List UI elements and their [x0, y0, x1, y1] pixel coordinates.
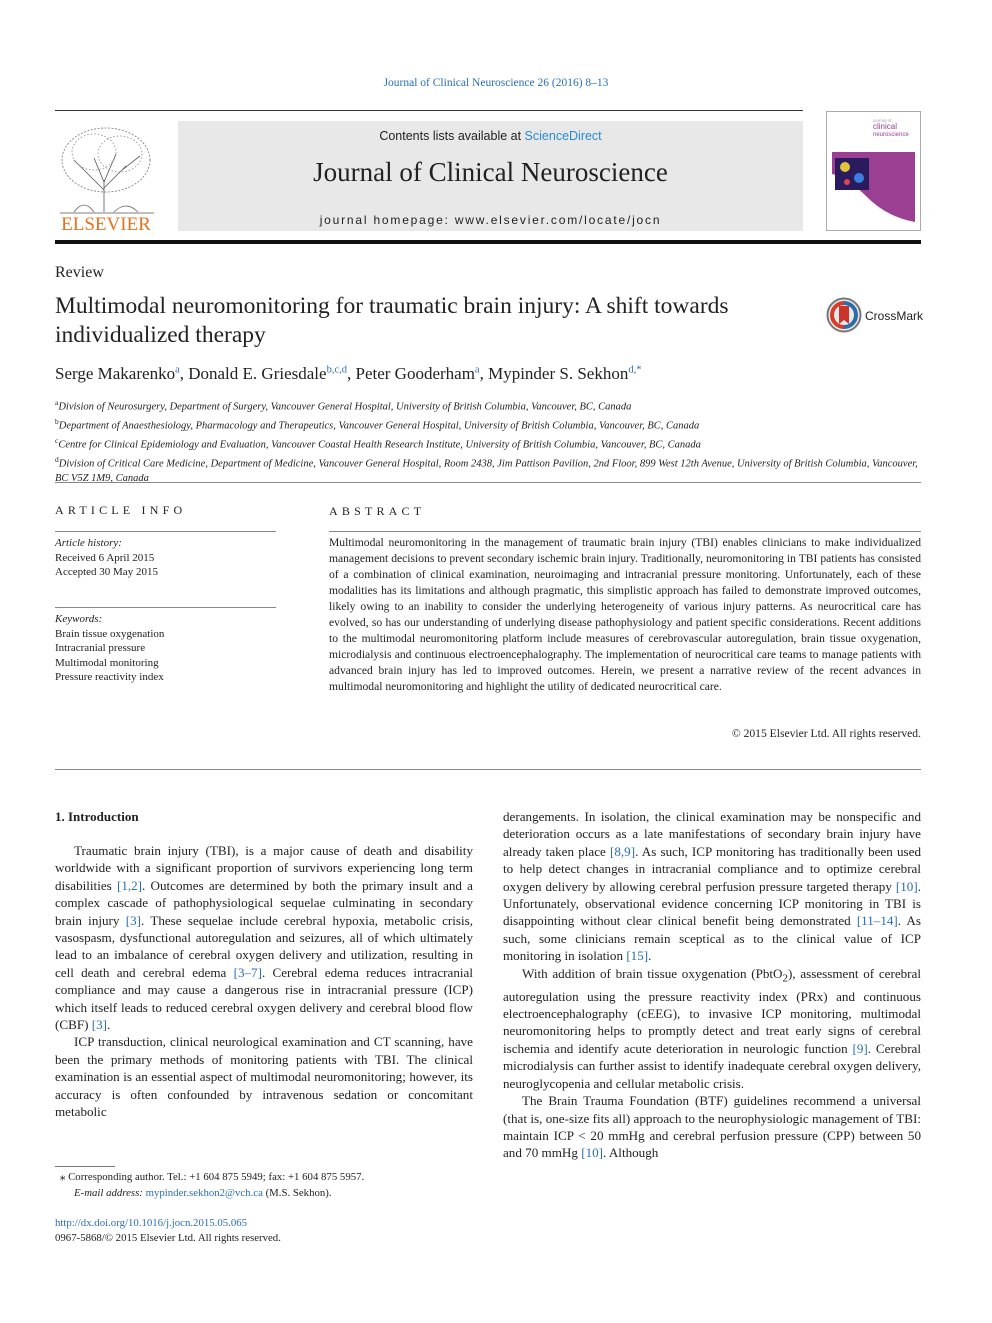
citation-link[interactable]: [3–7]	[233, 964, 262, 980]
abstract-text: Multimodal neuromonitoring in the management of traumatic brain injury (TBI) enables clinicians to make individualized management decisions to prevent secondary ischemic brain injury. Traditionally, neuromonitoring in TBI patients has consisted of a combination of clinical examination, neuroimaging and intracranial pressure monitoring. Unfortunately, each of these modalities has its limitations and although pragmatic, this simplistic approach has failed to demonstrate improved outcomes, likely owing to an inability to consider the underlying heterogeneity of various injury patterns. As neurocritical care has evolved, so has our understanding of underlying disease pathophysiology and patient specific considerations. Recent additions to the multimodal neuromonitoring platform include measures of cerebrovascular autoregulation, brain tissue oxygenation, microdialysis and continuous electroencephalography. The implementation of neurocritical care teams to manage patients with advanced brain injury has led to improved outcomes. Herein, we present a narrative review of the recent advances in multimodal neuromonitoring and highlight the utility of dedicated neurocritical care.	[329, 536, 921, 693]
contents-prefix: Contents lists available at	[379, 129, 525, 143]
doi-link[interactable]: http://dx.doi.org/10.1016/j.jocn.2015.05.065	[55, 1217, 248, 1229]
keywords-label: Keywords:	[55, 613, 103, 625]
crossmark-icon	[826, 297, 862, 333]
journal-title: Journal of Clinical Neuroscience	[313, 157, 668, 187]
footnote-contact: Corresponding author. Tel.: +1 604 875 5949; fax: +1 604 875 5957.	[65, 1171, 365, 1183]
author-affil-ref[interactable]: d,*	[628, 364, 642, 376]
body-paragraph: With addition of brain tissue oxygenation (PbtO$_2$), assessment of cerebral autoregulation using the pressure reactivity index (PRx) and continuous electroencephalography (cEEG), to invasive ICP monitoring, multimodal neuromonitoring helps to promptly detect and treat early signs of cerebral ischemia and identify acute deterioration in neurologic function [9]. Cerebral microdialysis can further assist to identify inadequate cerebral oxygen delivery, neuroglycopenia and cellular metabolic crisis.	[503, 965, 922, 1091]
citation-link[interactable]: [9]	[852, 1040, 868, 1056]
author-affil-ref[interactable]: a	[474, 364, 480, 376]
author-name[interactable]: Peter Gooderham	[355, 364, 475, 383]
svg-text:ELSEVIER: ELSEVIER	[61, 214, 151, 235]
corresponding-author-footnote	[60, 1170, 480, 1201]
body-paragraph: Traumatic brain injury (TBI), is a major cause of death and disability worldwide with a significant proportion of survivors experiencing long term disabilities [1,2]. Outcomes are determined by both the primary insult and a complex cascade of pathophysiological sequelae culminating in secondary brain injury [3]. These sequelae include cerebral hypoxia, metabolic crisis, vasospasm, dysfunctional autoregulation and seizures, all of which ultimately lead to an imbalance of cerebral oxygen delivery and utilization, resulting in cell death and cerebral edema [3–7]. Cerebral edema reduces intracranial compliance and may cause a dangerous rise in intracranial pressure (ICP) which itself leads to reduced cerebral oxygen delivery and cerebral blood flow (CBF) [3].	[55, 843, 473, 1033]
body-column-left	[55, 842, 473, 1121]
svg-text:journal of: journal of	[873, 118, 892, 123]
journal-homepage-link[interactable]: journal homepage: www.elsevier.com/locate/jocn	[319, 213, 662, 227]
email-suffix: (M.S. Sekhon).	[262, 1186, 332, 1199]
elsevier-tree-icon	[54, 120, 159, 235]
footnote-rule	[55, 1166, 115, 1167]
divider	[55, 607, 276, 608]
article-title: Multimodal neuromonitoring for traumatic brain injury: A shift towards individualized therapy	[55, 293, 729, 348]
journal-cover-image	[827, 112, 920, 230]
article-type-label: Review	[55, 264, 104, 281]
copyright-notice: © 2015 Elsevier Ltd. All rights reserved.	[731, 727, 921, 740]
affiliation-item: $^d$Division of Critical Care Medicine, Department of Medicine, Vancouver General Hospital, Room 2438, Jim Pattison Pavilion, 2nd Floor, 899 West 12th Avenue, University of British Columbia, Vancouver, BC V5Z 1M9, Canada	[55, 455, 918, 484]
doi-block	[55, 1216, 281, 1246]
crossmark-label[interactable]: CrossMark	[865, 309, 924, 323]
journal-cover-thumbnail[interactable]	[826, 111, 921, 231]
author-affil-ref[interactable]: a	[175, 364, 180, 376]
citation-link[interactable]: [10]	[581, 1145, 604, 1161]
citation-link[interactable]: [3]	[91, 1017, 108, 1033]
citation-link[interactable]: [1,2]	[116, 877, 143, 893]
footnote-marker: ⁎	[60, 1171, 66, 1183]
author-affil-ref[interactable]: b,c,d	[326, 364, 347, 376]
author-name[interactable]: Serge Makarenko	[55, 364, 176, 383]
elsevier-logo	[54, 120, 159, 235]
affiliation-item: $^c$Centre for Clinical Epidemiology and Evaluation, Vancouver Coastal Health Research Institute, University of British Columbia, Vancouver, BC, Canada	[55, 436, 701, 451]
header-thick-rule	[55, 240, 921, 244]
citation-link[interactable]: [3]	[125, 912, 142, 928]
contents-line	[178, 129, 803, 143]
journal-citation-link[interactable]: Journal of Clinical Neuroscience 26 (2016) 8–13	[383, 77, 609, 89]
author-name[interactable]: Mypinder S. Sekhon	[488, 364, 629, 383]
email-link[interactable]: mypinder.sekhon2@vch.ca	[145, 1186, 263, 1199]
received-date: Received 6 April 2015	[55, 551, 155, 564]
article-history	[55, 536, 158, 580]
divider	[55, 531, 276, 532]
header-rule	[55, 110, 803, 111]
body-paragraph: derangements. In isolation, the clinical examination may be nonspecific and deterioration occurs as a late manifestations of secondary brain injury have already taken place [8,9]. As such, ICP monitoring has traditionally been used to help detect changes in intracranial compliance and to optimize cerebral oxygen delivery by allowing cerebral perfusion pressure targeted therapy [10]. Unfortunately, observational evidence concerning ICP monitoring in TBI is disappointing without clear clinical benefit being demonstrated [11–14]. As such, some clinicians remain sceptical as to the clinical value of ICP monitoring in isolation [15].	[503, 809, 921, 964]
divider	[55, 769, 921, 770]
article-info-heading: ARTICLE INFO	[55, 503, 187, 517]
email-label: E-mail address:	[74, 1186, 146, 1199]
svg-text:neuroscience: neuroscience	[873, 132, 909, 138]
divider	[329, 531, 921, 532]
keyword-item: Multimodal monitoring	[55, 656, 159, 669]
journal-banner	[178, 121, 803, 231]
keyword-item: Brain tissue oxygenation	[55, 627, 165, 640]
body-paragraph: ICP transduction, clinical neurological examination and CT scanning, have been the primary methods of monitoring patients with TBI. The clinical examination is an essential aspect of multimodal neuromonitoring; however, its accuracy is often confounded by intravenous sedation or concomitant metabolic	[55, 1034, 473, 1120]
accepted-date: Accepted 30 May 2015	[55, 566, 158, 578]
citation-link[interactable]: [8,9]	[609, 843, 636, 859]
abstract-heading: ABSTRACT	[329, 504, 426, 518]
sciencedirect-link[interactable]: ScienceDirect	[524, 129, 602, 143]
section-heading-introduction: 1. Introduction	[55, 809, 139, 824]
author-list: Serge Makarenko$^a$, Donald E. Griesdale$^{b,c,d}$, Peter Gooderham$^a$, Mypinder S. Sekhon$^{d,*}$	[55, 364, 642, 383]
affiliation-item: $^a$Division of Neurosurgery, Department of Surgery, Vancouver General Hospital, University of British Columbia, Vancouver, BC, Canada	[55, 398, 632, 413]
affiliation-item: $^b$Department of Anaesthesiology, Pharmacology and Therapeutics, Vancouver General Hospital, University of British Columbia, Vancouver, BC, Canada	[55, 417, 700, 432]
svg-text:clinical: clinical	[873, 122, 898, 131]
citation-link[interactable]: [11–14]	[856, 913, 898, 929]
citation-link[interactable]: [15]	[626, 948, 649, 964]
issn-notice: 0967-5868/© 2015 Elsevier Ltd. All rights reserved.	[55, 1232, 281, 1244]
author-name[interactable]: Donald E. Griesdale	[188, 364, 327, 383]
affiliation-list	[55, 396, 921, 487]
divider	[55, 482, 921, 483]
history-label: Article history:	[55, 537, 122, 549]
keywords-list	[55, 612, 164, 685]
keyword-item: Pressure reactivity index	[55, 671, 164, 683]
body-paragraph: The Brain Trauma Foundation (BTF) guidelines recommend a universal (that is, one-size fits all) approach to the neurophysiologic management of TBI: maintain ICP < 20 mmHg and cerebral perfusion pressure (CPP) between 50 and 70 mmHg [10]. Although	[503, 1093, 921, 1161]
keyword-item: Intracranial pressure	[55, 642, 146, 654]
citation-link[interactable]: [10]	[895, 878, 918, 894]
body-column-right	[503, 808, 921, 1162]
